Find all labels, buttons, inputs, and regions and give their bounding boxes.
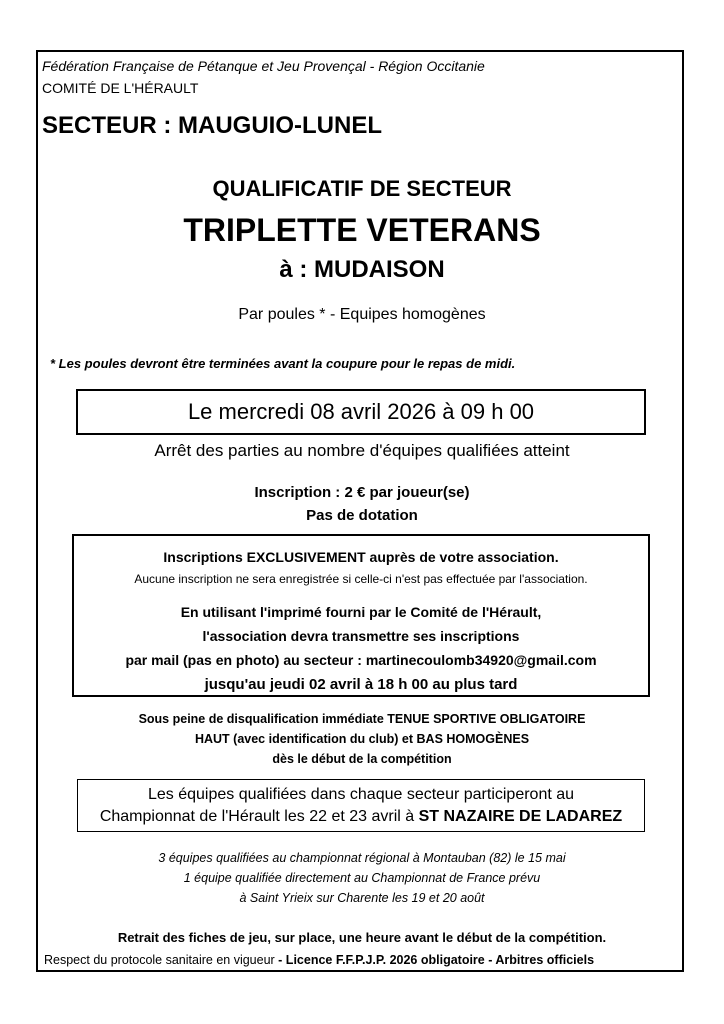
championship-place: ST NAZAIRE DE LADAREZ — [418, 808, 623, 825]
location-heading: à : MUDAISON — [279, 256, 445, 283]
event-date: Le mercredi 08 avril 2026 à 09 h 00 — [187, 399, 535, 424]
penalty-line-1: Sous peine de disqualification immédiate TENUE SPORTIVE OBLIGATOIRE — [138, 712, 586, 726]
regional-line-1: 3 équipes qualifiées au championnat régional à Montauban (82) le 15 mai — [158, 851, 566, 865]
qualified-box — [77, 779, 645, 832]
qualified-line-2 — [78, 808, 644, 826]
qualified-line-1: Les équipes qualifiées dans chaque secteur participeront au — [147, 786, 575, 803]
respect-line — [44, 953, 594, 967]
inscription-fee: Inscription : 2 € par joueur(se) — [254, 484, 470, 501]
dotation-line: Pas de dotation — [306, 507, 418, 524]
poules-note: * Les poules devront être terminées avant la coupure pour le repas de midi. — [50, 356, 516, 371]
registration-deadline: jusqu'au jeudi 02 avril à 18 h 00 au plus tard — [204, 676, 518, 693]
qualificatif-heading: QUALIFICATIF DE SECTEUR — [212, 176, 512, 201]
penalty-line-2: HAUT (avec identification du club) et BAS HOMOGÈNES — [194, 732, 530, 746]
regional-line-3: à Saint Yrieix sur Charente les 19 et 20 août — [239, 891, 485, 905]
penalty-line-3: dès le début de la compétition — [272, 752, 452, 766]
registration-line-4: l'association devra transmettre ses inscriptions — [202, 628, 520, 644]
qualified-line-2-text: Championnat de l'Hérault les 22 et 23 avril à — [99, 808, 419, 825]
registration-box — [72, 534, 650, 697]
licence-text: - Licence F.F.P.J.P. 2026 obligatoire - Arbitres officiels — [278, 953, 595, 967]
registration-line-3: En utilisant l'imprimé fourni par le Comité de l'Hérault, — [180, 604, 542, 620]
regional-line-2: 1 équipe qualifiée directement au Championnat de France prévu — [183, 871, 541, 885]
category-heading: TRIPLETTE VETERANS — [183, 212, 541, 248]
registration-email-line: par mail (pas en photo) au secteur : martinecoulomb34920@gmail.com — [125, 652, 597, 668]
registration-line-2: Aucune inscription ne sera enregistrée si celle-ci n'est pas effectuée par l'association. — [134, 572, 588, 586]
retrait-line: Retrait des fiches de jeu, sur place, une heure avant le début de la compétition. — [117, 930, 607, 945]
date-box — [76, 389, 646, 435]
arret-line: Arrêt des parties au nombre d'équipes qualifiées atteint — [154, 441, 570, 460]
federation-line: Fédération Française de Pétanque et Jeu Provençal - Région Occitanie — [42, 58, 485, 74]
registration-line-1: Inscriptions EXCLUSIVEMENT auprès de votre association. — [163, 549, 559, 565]
respect-text: Respect du protocole sanitaire en vigueur — [44, 953, 279, 967]
comite-line: COMITÉ DE L'HÉRAULT — [42, 80, 199, 96]
secteur-title: SECTEUR : MAUGUIO-LUNEL — [42, 112, 382, 139]
format-line: Par poules * - Equipes homogènes — [238, 306, 486, 323]
